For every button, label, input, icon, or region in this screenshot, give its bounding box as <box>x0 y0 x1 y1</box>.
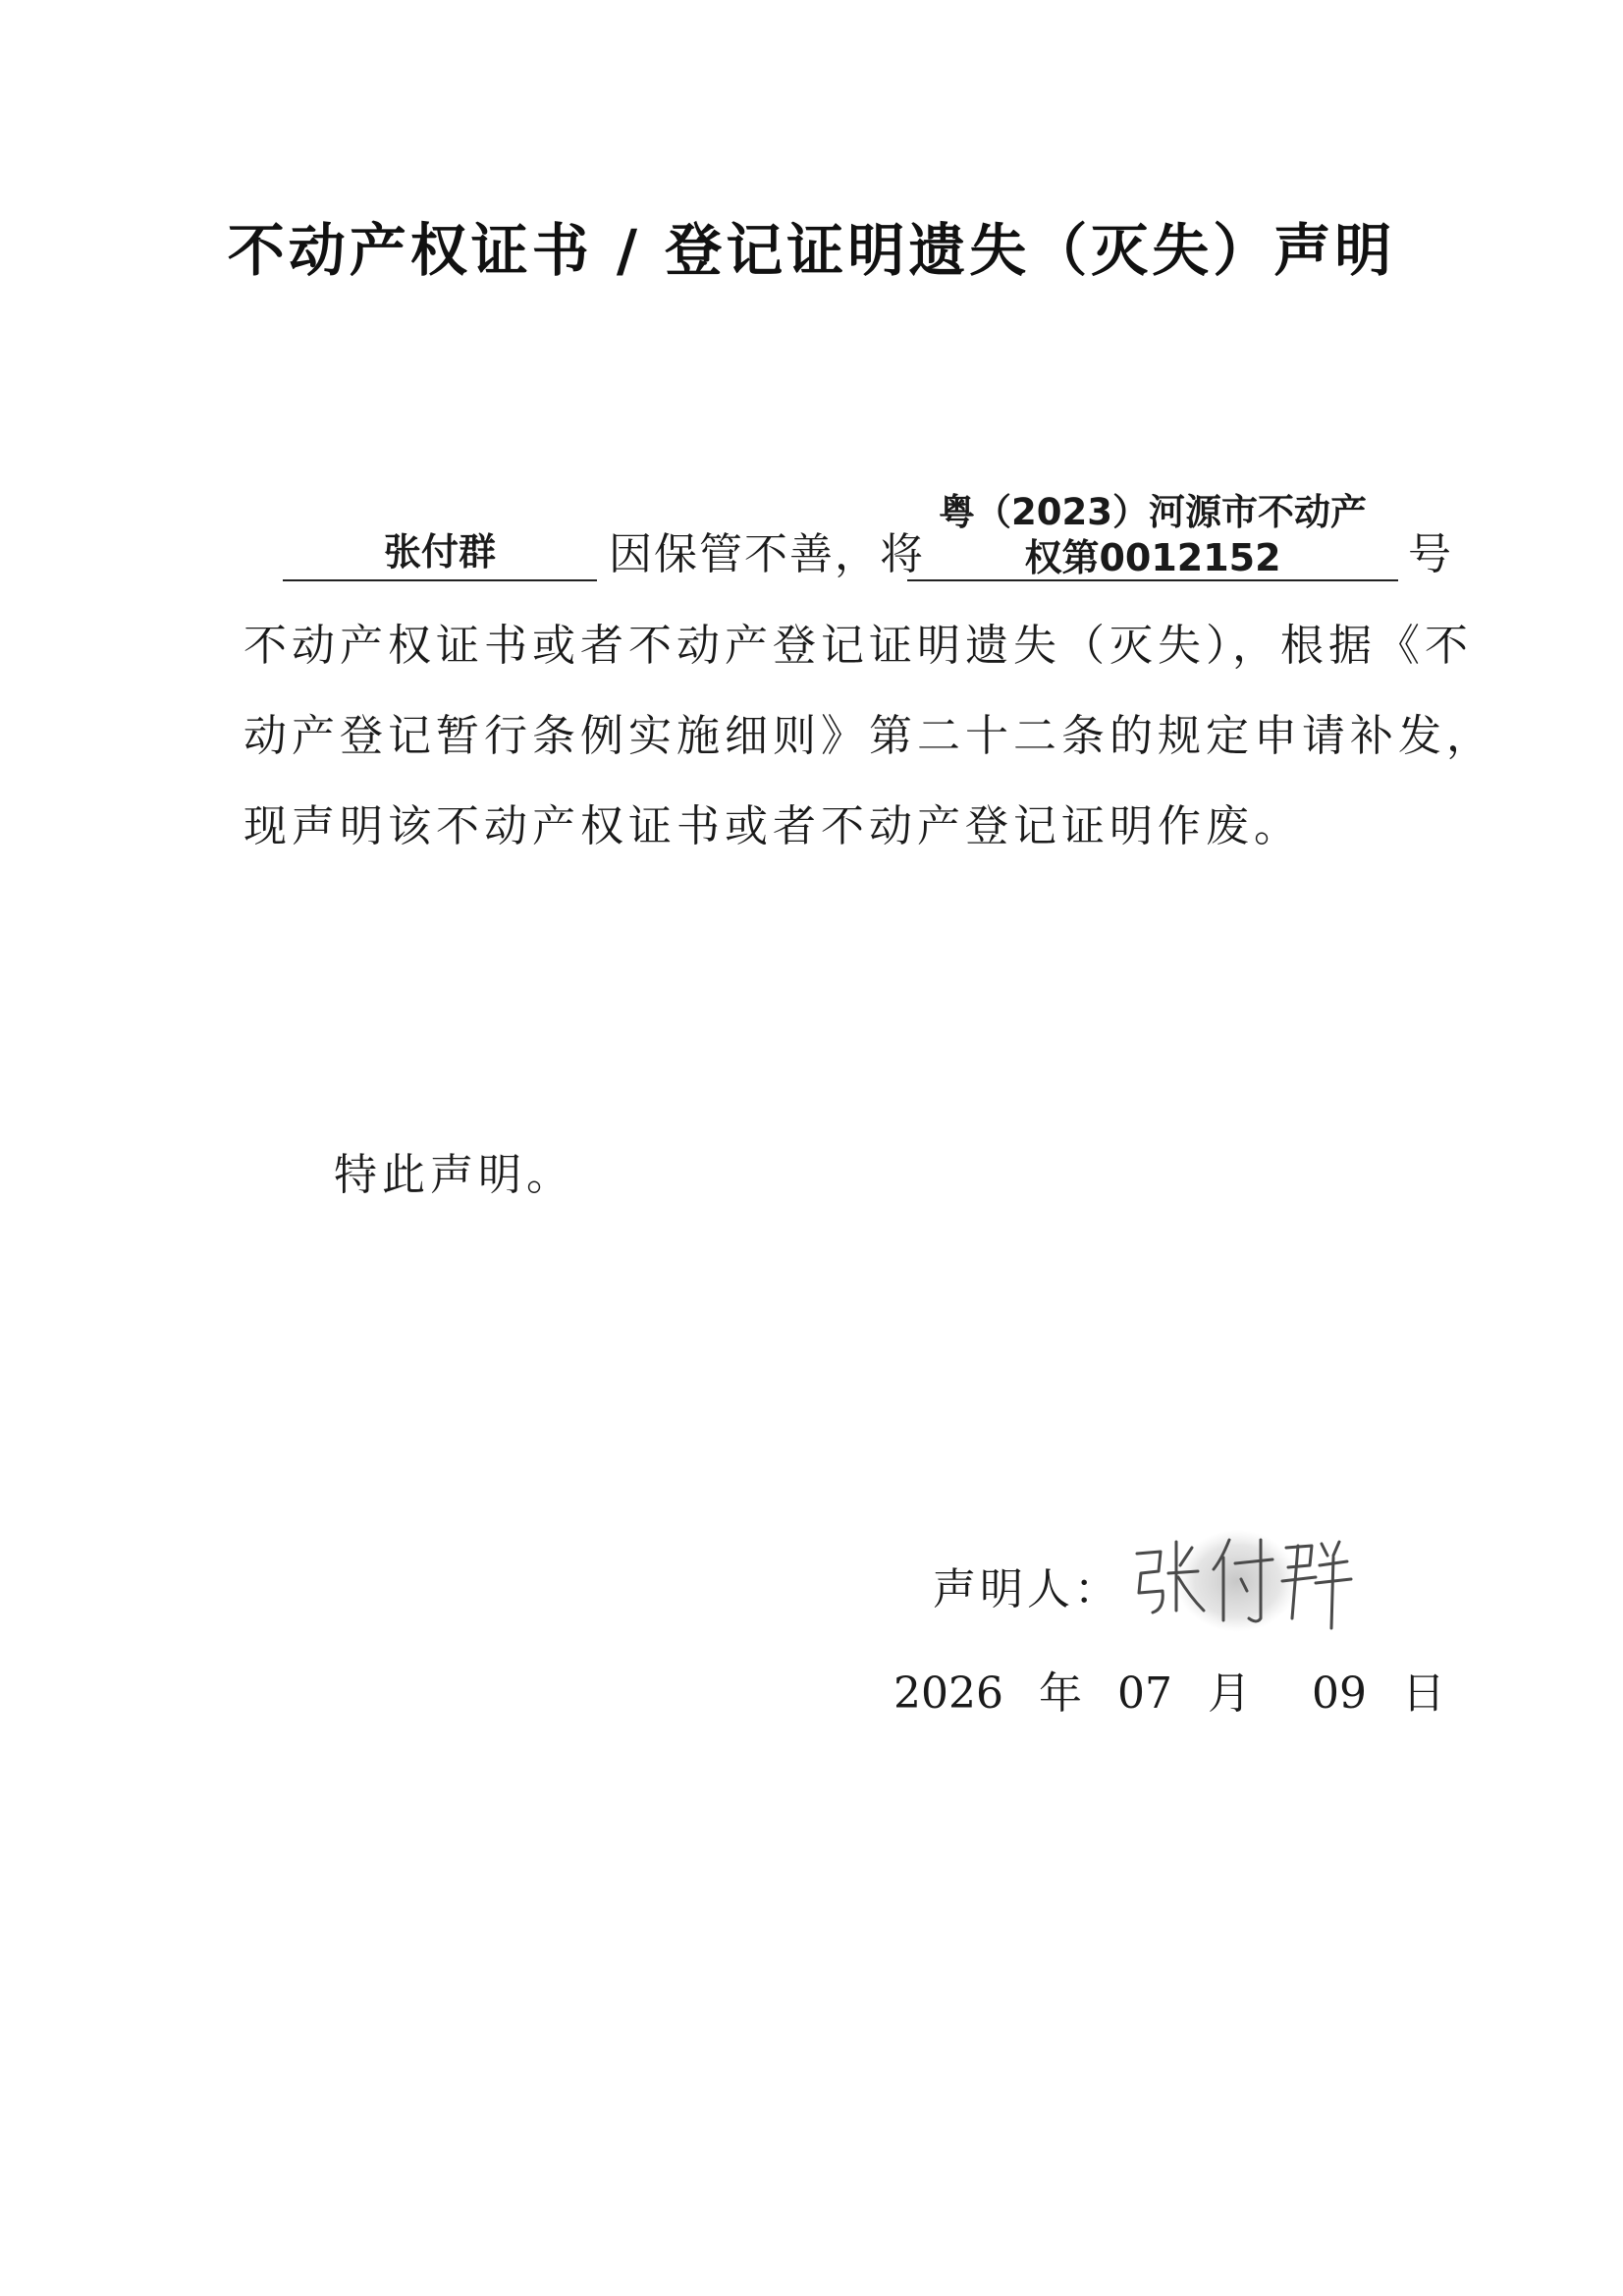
date-day: 09 <box>1311 1668 1367 1719</box>
fingerprint-mark <box>1176 1530 1298 1632</box>
statement-text-mid: 因保管不善，将 <box>609 529 925 579</box>
document-title: 不动产权证书 / 登记证明遗失（灭失）声明 <box>227 217 1396 284</box>
date-year: 2026 <box>893 1668 1003 1719</box>
statement-first-line <box>243 481 1451 599</box>
declarant-label: 声明人： <box>933 1564 1121 1614</box>
date-month: 07 <box>1116 1668 1172 1719</box>
certificate-number-field <box>907 491 1398 581</box>
certificate-number-line1: 粤（2023）河源市不动产 <box>939 491 1367 533</box>
statement-body-line: 动产登记暂行条例实施细则》第二十二条的规定申请补发， <box>243 711 1494 761</box>
certificate-number-line2: 权第0012152 <box>1024 536 1281 579</box>
date-day-unit: 日 <box>1401 1668 1445 1719</box>
handwritten-signature <box>1119 1503 1355 1650</box>
date-year-unit: 年 <box>1038 1668 1082 1719</box>
statement-text-hao: 号 <box>1408 529 1451 579</box>
owner-name-field: 张付群 <box>283 530 597 581</box>
closing-text: 特此声明。 <box>334 1150 574 1200</box>
statement-body <box>243 601 1494 872</box>
declaration-date <box>893 1658 1445 1721</box>
statement-body-line: 不动产权证书或者不动产登记证明遗失（灭失），根据《不 <box>243 621 1473 671</box>
date-month-unit: 月 <box>1207 1668 1251 1719</box>
statement-body-line: 现声明该不动产权证书或者不动产登记证明作废。 <box>243 801 1302 851</box>
